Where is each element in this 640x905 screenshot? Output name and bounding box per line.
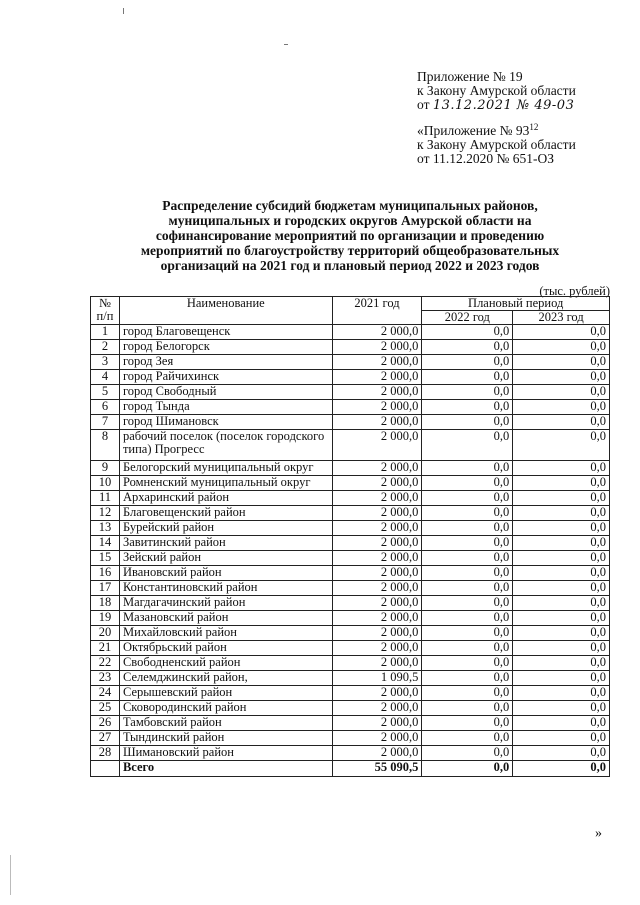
table-row [91, 671, 610, 686]
row-num: 15 [91, 551, 120, 566]
row-2021: 2 000,0 [332, 536, 422, 551]
row-2023: 0,0 [513, 551, 610, 566]
row-2022: 0,0 [422, 325, 513, 340]
header-2021: 2021 год [332, 297, 422, 325]
row-2023: 0,0 [513, 461, 610, 476]
row-2022: 0,0 [422, 506, 513, 521]
handwritten-date: 13.12.2021 № 49-03 [432, 98, 575, 113]
row-num: 17 [91, 581, 120, 596]
row-num: 1 [91, 325, 120, 340]
date-prefix: от [417, 97, 430, 112]
row-name: Магдагачинский район [119, 596, 332, 611]
row-2023: 0,0 [513, 385, 610, 400]
row-name: Шимановский район [119, 746, 332, 761]
row-num: 6 [91, 400, 120, 415]
row-2023: 0,0 [513, 476, 610, 491]
subsidy-table [90, 296, 610, 777]
appendix-previous-line3: от 11.12.2020 № 651-ОЗ [417, 151, 554, 166]
row-num: 24 [91, 686, 120, 701]
row-2021: 2 000,0 [332, 596, 422, 611]
table-row [91, 626, 610, 641]
row-2022: 0,0 [422, 551, 513, 566]
row-2023: 0,0 [513, 581, 610, 596]
row-name: Селемджинский район, [119, 671, 332, 686]
row-2023: 0,0 [513, 491, 610, 506]
row-name: Завитинский район [119, 536, 332, 551]
row-2023: 0,0 [513, 671, 610, 686]
row-2022: 0,0 [422, 746, 513, 761]
row-2022: 0,0 [422, 626, 513, 641]
row-2023: 0,0 [513, 415, 610, 430]
document-title [90, 198, 610, 273]
row-name: Серышевский район [119, 686, 332, 701]
table-row [91, 355, 610, 370]
table-row [91, 656, 610, 671]
row-2022: 0,0 [422, 701, 513, 716]
row-2022: 0,0 [422, 521, 513, 536]
row-2021: 2 000,0 [332, 325, 422, 340]
row-2021: 2 000,0 [332, 656, 422, 671]
row-2022: 0,0 [422, 340, 513, 355]
table-row [91, 400, 610, 415]
table-row [91, 340, 610, 355]
total-num [91, 761, 120, 777]
row-num: 12 [91, 506, 120, 521]
row-name: Тындинский район [119, 731, 332, 746]
row-2022: 0,0 [422, 491, 513, 506]
appendix-current-line2: к Закону Амурской области [417, 83, 576, 98]
row-num: 16 [91, 566, 120, 581]
row-2021: 2 000,0 [332, 355, 422, 370]
table-body [91, 325, 610, 761]
table-row [91, 491, 610, 506]
row-num: 13 [91, 521, 120, 536]
row-2022: 0,0 [422, 385, 513, 400]
table-row [91, 536, 610, 551]
table-row [91, 611, 610, 626]
row-name: город Зея [119, 355, 332, 370]
row-2023: 0,0 [513, 746, 610, 761]
row-2022: 0,0 [422, 581, 513, 596]
row-num: 25 [91, 701, 120, 716]
row-2021: 2 000,0 [332, 370, 422, 385]
row-num: 20 [91, 626, 120, 641]
row-2023: 0,0 [513, 716, 610, 731]
row-name: город Шимановск [119, 415, 332, 430]
row-2023: 0,0 [513, 641, 610, 656]
row-name: Ромненский муниципальный округ [119, 476, 332, 491]
row-2021: 2 000,0 [332, 461, 422, 476]
total-2022: 0,0 [422, 761, 513, 777]
row-name: Мазановский район [119, 611, 332, 626]
row-2023: 0,0 [513, 656, 610, 671]
row-2022: 0,0 [422, 430, 513, 461]
appendix-superscript: 12 [529, 122, 539, 132]
table-row [91, 506, 610, 521]
row-name: Благовещенский район [119, 506, 332, 521]
row-name: Тамбовский район [119, 716, 332, 731]
row-name: Ивановский район [119, 566, 332, 581]
total-2021: 55 090,5 [332, 761, 422, 777]
row-name: Белогорский муниципальный округ [119, 461, 332, 476]
table-row [91, 746, 610, 761]
row-2022: 0,0 [422, 641, 513, 656]
row-2021: 2 000,0 [332, 506, 422, 521]
row-num: 11 [91, 491, 120, 506]
row-2022: 0,0 [422, 370, 513, 385]
row-num: 5 [91, 385, 120, 400]
table-row [91, 370, 610, 385]
table-row [91, 461, 610, 476]
row-name: Свободненский район [119, 656, 332, 671]
row-num: 8 [91, 430, 120, 461]
table-row [91, 430, 610, 461]
row-num: 3 [91, 355, 120, 370]
appendix-current-date [417, 98, 632, 113]
row-2022: 0,0 [422, 400, 513, 415]
row-num: 19 [91, 611, 120, 626]
row-2023: 0,0 [513, 536, 610, 551]
row-name: Сковородинский район [119, 701, 332, 716]
appendix-previous-line2: к Закону Амурской области [417, 137, 576, 152]
title-line: софинансирование мероприятий по организации и проведению [155, 228, 545, 243]
table-row [91, 415, 610, 430]
row-2021: 2 000,0 [332, 491, 422, 506]
row-2021: 2 000,0 [332, 400, 422, 415]
row-2023: 0,0 [513, 611, 610, 626]
appendix-current [417, 70, 632, 113]
row-2022: 0,0 [422, 596, 513, 611]
row-2023: 0,0 [513, 596, 610, 611]
total-row [91, 761, 610, 777]
total-2023: 0,0 [513, 761, 610, 777]
row-2021: 2 000,0 [332, 746, 422, 761]
row-2022: 0,0 [422, 611, 513, 626]
header-num: № п/п [91, 297, 120, 325]
row-num: 22 [91, 656, 120, 671]
row-2021: 2 000,0 [332, 415, 422, 430]
units-label: (тыс. рублей) [539, 284, 610, 298]
row-name: Зейский район [119, 551, 332, 566]
row-2022: 0,0 [422, 355, 513, 370]
row-num: 21 [91, 641, 120, 656]
row-name: город Свободный [119, 385, 332, 400]
row-2023: 0,0 [513, 701, 610, 716]
table-row [91, 716, 610, 731]
row-name: Архаринский район [119, 491, 332, 506]
row-2021: 2 000,0 [332, 581, 422, 596]
row-num: 27 [91, 731, 120, 746]
row-2023: 0,0 [513, 325, 610, 340]
row-2023: 0,0 [513, 355, 610, 370]
appendix-previous [417, 124, 632, 166]
row-2022: 0,0 [422, 656, 513, 671]
row-2021: 2 000,0 [332, 566, 422, 581]
table-row [91, 731, 610, 746]
appendix-previous-label: «Приложение № 93 [417, 123, 530, 138]
table-row [91, 641, 610, 656]
row-num: 4 [91, 370, 120, 385]
row-2022: 0,0 [422, 566, 513, 581]
row-2022: 0,0 [422, 415, 513, 430]
row-name: город Благовещенск [119, 325, 332, 340]
row-num: 2 [91, 340, 120, 355]
total-label: Всего [119, 761, 332, 777]
scan-mark-left [10, 855, 11, 895]
table-header [91, 297, 610, 325]
row-2022: 0,0 [422, 461, 513, 476]
row-2021: 2 000,0 [332, 716, 422, 731]
table-row [91, 701, 610, 716]
row-2021: 2 000,0 [332, 611, 422, 626]
table-row [91, 385, 610, 400]
row-2023: 0,0 [513, 430, 610, 461]
row-num: 7 [91, 415, 120, 430]
row-name: Октябрьский район [119, 641, 332, 656]
row-2023: 0,0 [513, 731, 610, 746]
header-name: Наименование [119, 297, 332, 325]
row-2021: 2 000,0 [332, 551, 422, 566]
row-2021: 2 000,0 [332, 641, 422, 656]
row-name: город Белогорск [119, 340, 332, 355]
header-2023: 2023 год [513, 311, 610, 325]
row-2021: 2 000,0 [332, 340, 422, 355]
row-num: 23 [91, 671, 120, 686]
title-line: мероприятий по благоустройству территорий общеобразовательных [140, 243, 560, 258]
row-2021: 2 000,0 [332, 430, 422, 461]
row-2023: 0,0 [513, 626, 610, 641]
row-2021: 2 000,0 [332, 521, 422, 536]
row-2021: 2 000,0 [332, 385, 422, 400]
appendix-previous-line1 [417, 124, 632, 138]
scan-mark-top [123, 8, 124, 14]
table-row [91, 596, 610, 611]
row-name: рабочий поселок (поселок городского типа) Прогресс [119, 430, 332, 461]
appendix-current-line1: Приложение № 19 [417, 69, 523, 84]
table-row [91, 686, 610, 701]
row-2023: 0,0 [513, 370, 610, 385]
row-num: 9 [91, 461, 120, 476]
row-2022: 0,0 [422, 536, 513, 551]
row-2023: 0,0 [513, 506, 610, 521]
title-line: организаций на 2021 год и плановый период 2022 и 2023 годов [160, 258, 540, 273]
table-row [91, 476, 610, 491]
row-2023: 0,0 [513, 686, 610, 701]
header-2022: 2022 год [422, 311, 513, 325]
row-2023: 0,0 [513, 340, 610, 355]
row-num: 26 [91, 716, 120, 731]
row-2022: 0,0 [422, 731, 513, 746]
title-line: Распределение субсидий бюджетам муниципальных районов, [162, 198, 538, 213]
table-row [91, 566, 610, 581]
row-num: 28 [91, 746, 120, 761]
row-2021: 2 000,0 [332, 686, 422, 701]
row-name: Константиновский район [119, 581, 332, 596]
row-2021: 2 000,0 [332, 701, 422, 716]
row-num: 14 [91, 536, 120, 551]
row-2022: 0,0 [422, 671, 513, 686]
row-name: Михайловский район [119, 626, 332, 641]
scan-mark-dash [284, 44, 288, 45]
row-2023: 0,0 [513, 521, 610, 536]
table-row [91, 581, 610, 596]
row-num: 18 [91, 596, 120, 611]
row-name: город Тында [119, 400, 332, 415]
row-num: 10 [91, 476, 120, 491]
row-2021: 1 090,5 [332, 671, 422, 686]
table-row [91, 325, 610, 340]
header-planned-period: Плановый период [422, 297, 610, 311]
row-2021: 2 000,0 [332, 731, 422, 746]
table-row [91, 521, 610, 536]
table-row [91, 551, 610, 566]
row-2021: 2 000,0 [332, 476, 422, 491]
row-2022: 0,0 [422, 686, 513, 701]
row-2023: 0,0 [513, 566, 610, 581]
title-line: муниципальных и городских округов Амурской области на [168, 213, 532, 228]
row-2023: 0,0 [513, 400, 610, 415]
row-2021: 2 000,0 [332, 626, 422, 641]
row-name: Бурейский район [119, 521, 332, 536]
row-2022: 0,0 [422, 476, 513, 491]
closing-quote: » [595, 826, 602, 841]
row-name: город Райчихинск [119, 370, 332, 385]
row-2022: 0,0 [422, 716, 513, 731]
